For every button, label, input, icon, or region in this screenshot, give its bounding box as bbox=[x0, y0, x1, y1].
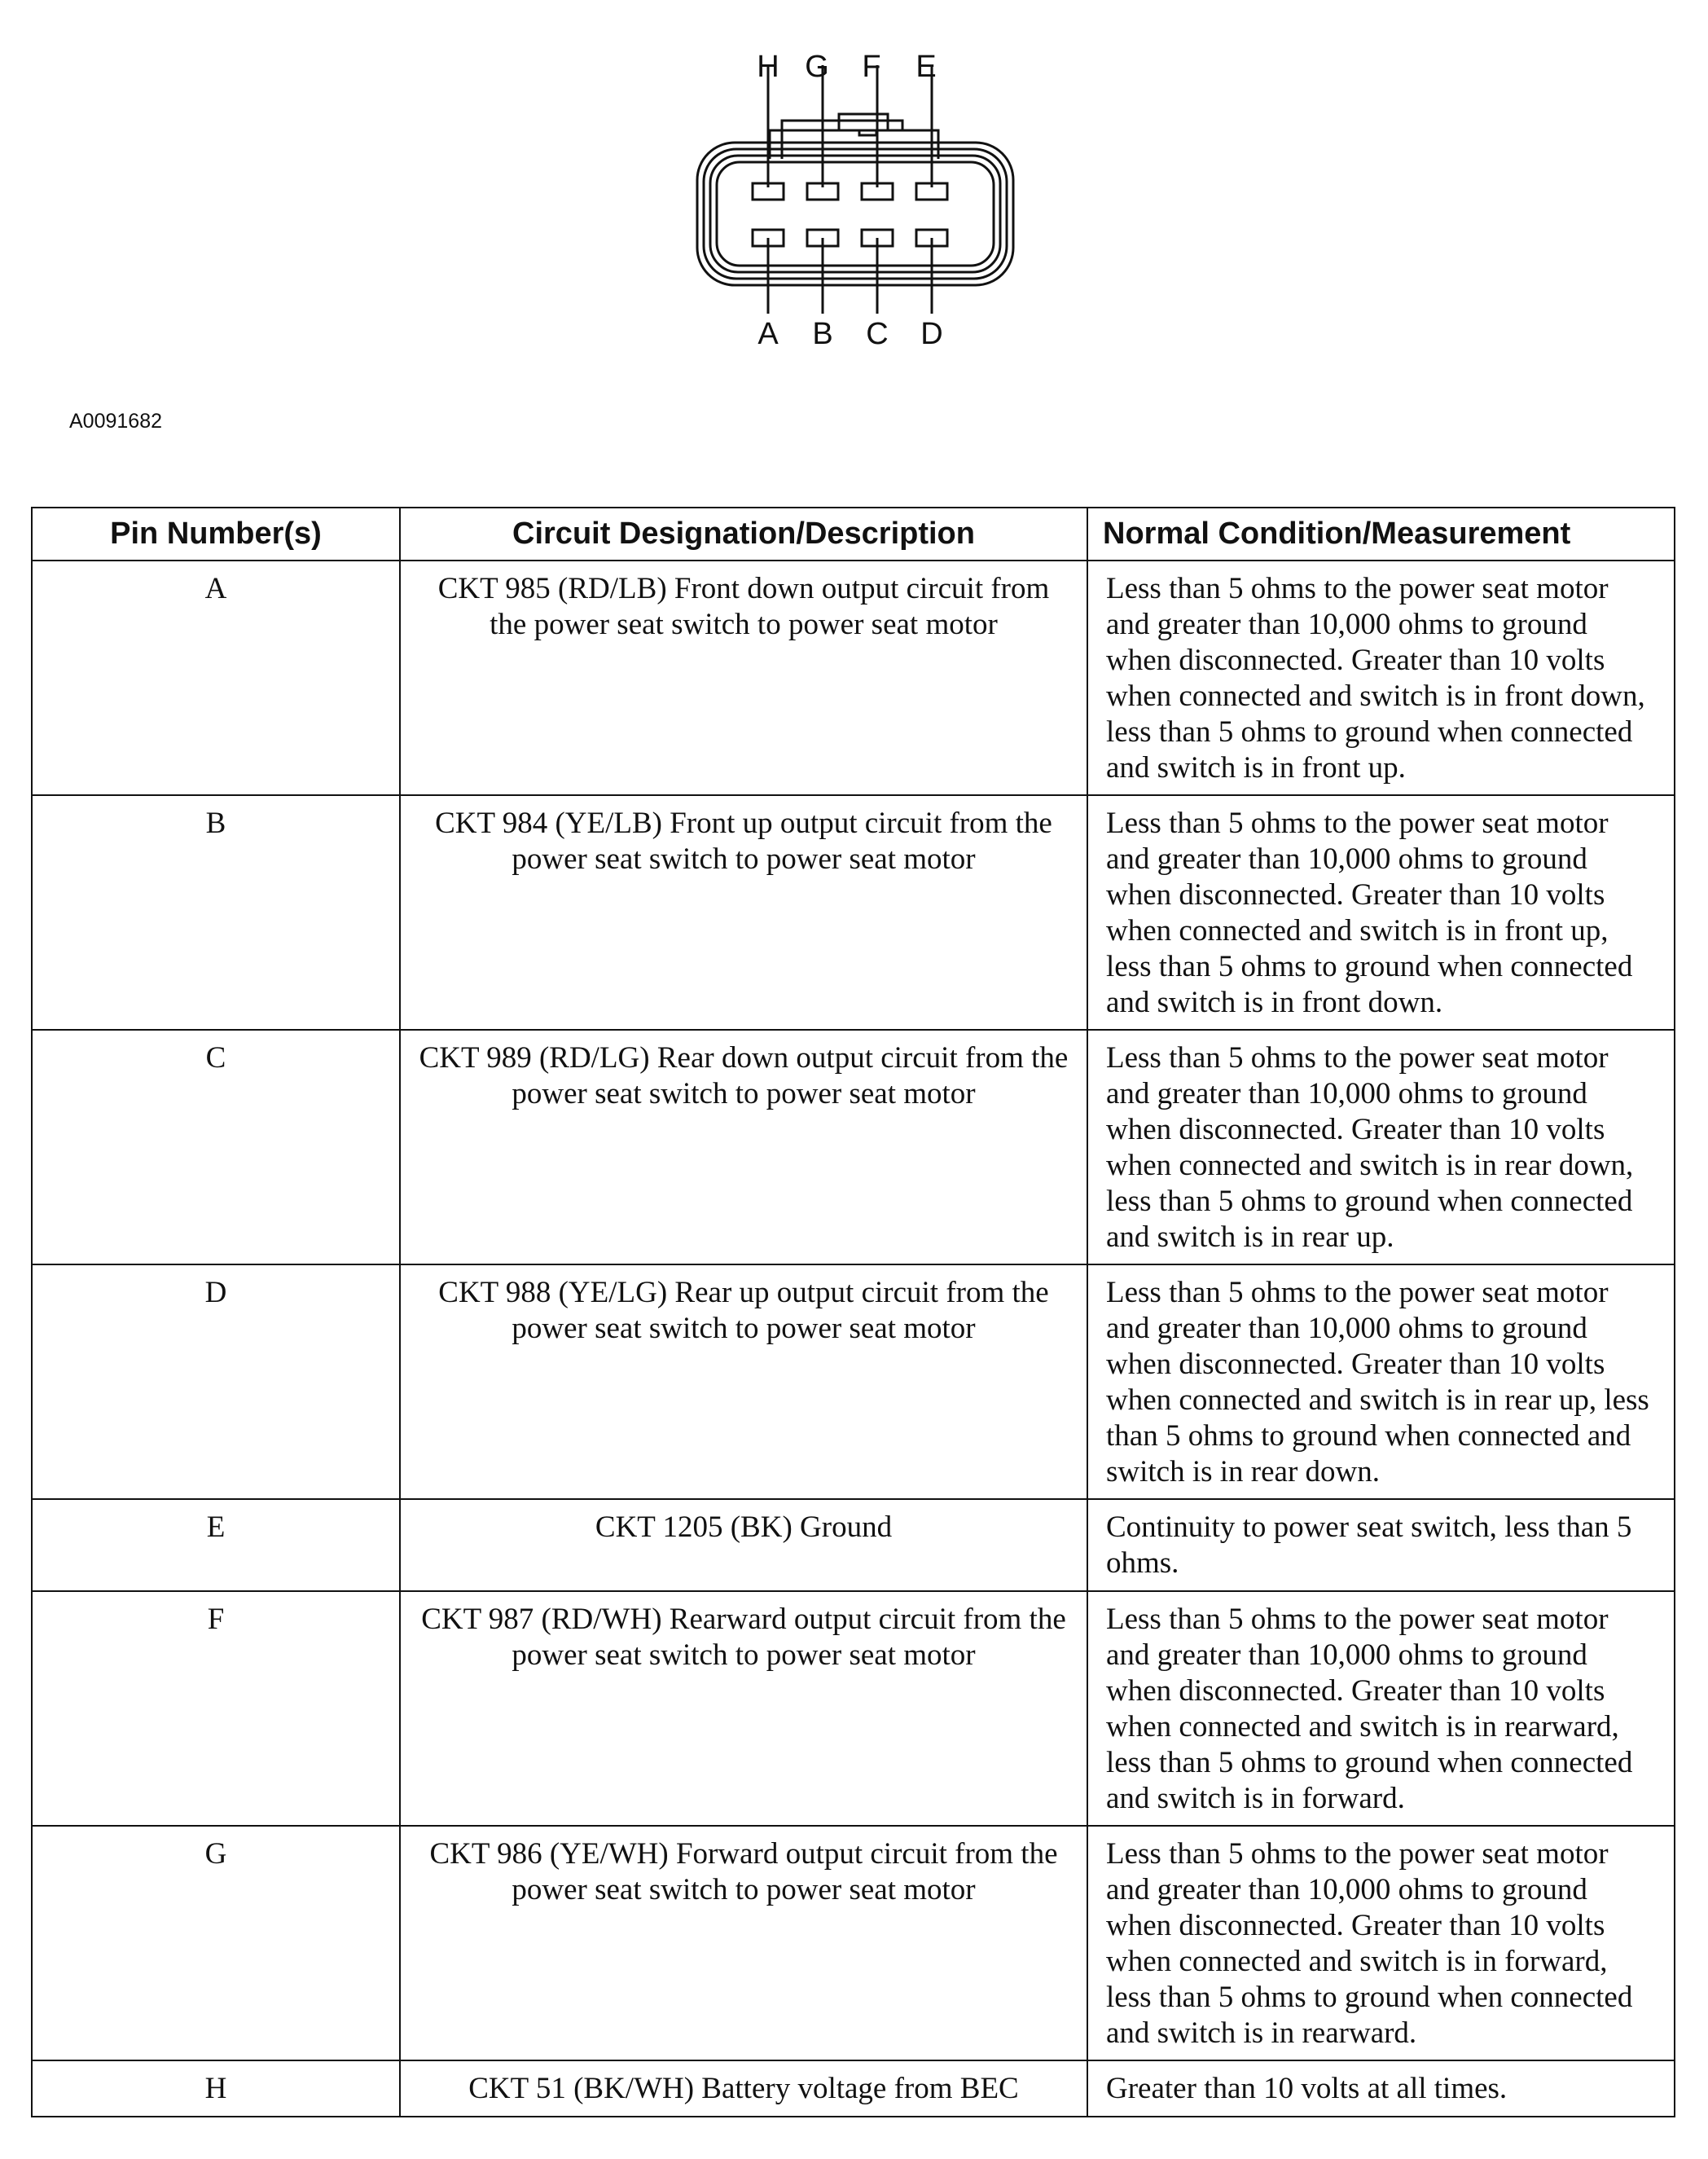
pin-cell: C bbox=[32, 1030, 400, 1264]
measurement-cell: Less than 5 ohms to the power seat motor and greater than 10,000 ohms to ground when disconnected. Greater than 10 volts when connected and switch is in forward, less than 5 ohms to ground when connected and switch is in rearward. bbox=[1087, 1826, 1675, 2060]
pin-label-c: C bbox=[866, 317, 889, 351]
pin-cell: A bbox=[32, 561, 400, 795]
header-normal-condition: Normal Condition/Measurement bbox=[1087, 508, 1675, 561]
header-pin-numbers: Pin Number(s) bbox=[32, 508, 400, 561]
pin-cell: D bbox=[32, 1264, 400, 1499]
lock-tab-step-mid bbox=[839, 114, 888, 130]
measurement-cell: Less than 5 ohms to the power seat motor and greater than 10,000 ohms to ground when disconnected. Greater than 10 volts when connected and switch is in front down, less than 5 ohms to ground when connected and switch is in front up. bbox=[1087, 561, 1675, 795]
pin-cell: B bbox=[32, 795, 400, 1030]
pin-label-e: E bbox=[915, 50, 937, 84]
measurement-cell: Less than 5 ohms to the power seat motor and greater than 10,000 ohms to ground when disconnected. Greater than 10 volts when connected and switch is in rear up, less than 5 ohms to ground when connected and switch is in rear down. bbox=[1087, 1264, 1675, 1499]
pin-label-a: A bbox=[757, 317, 779, 351]
table-header-row bbox=[32, 508, 1675, 561]
circuit-cell: CKT 988 (YE/LG) Rear up output circuit from the power seat switch to power seat motor bbox=[400, 1264, 1087, 1499]
connector-outline-ring-3 bbox=[710, 156, 1000, 272]
circuit-cell: CKT 51 (BK/WH) Battery voltage from BEC bbox=[400, 2060, 1087, 2117]
pin-label-b: B bbox=[812, 317, 833, 351]
measurement-cell: Greater than 10 volts at all times. bbox=[1087, 2060, 1675, 2117]
lock-tab-step-left bbox=[782, 121, 902, 159]
pin-cell: G bbox=[32, 1826, 400, 2060]
pin-label-f: F bbox=[862, 50, 881, 84]
circuit-cell: CKT 984 (YE/LB) Front up output circuit from the power seat switch to power seat motor bbox=[400, 795, 1087, 1030]
table-row bbox=[32, 1826, 1675, 2060]
pin-label-g: G bbox=[805, 50, 829, 84]
circuit-cell: CKT 986 (YE/WH) Forward output circuit from the power seat switch to power seat motor bbox=[400, 1826, 1087, 2060]
connector-diagram bbox=[684, 49, 1026, 367]
pin-cell: H bbox=[32, 2060, 400, 2117]
connector-outline-outer bbox=[697, 143, 1013, 285]
measurement-cell: Continuity to power seat switch, less than 5 ohms. bbox=[1087, 1499, 1675, 1591]
circuit-cell: CKT 987 (RD/WH) Rearward output circuit from the power seat switch to power seat motor bbox=[400, 1591, 1087, 1826]
pin-cell: F bbox=[32, 1591, 400, 1826]
table-row bbox=[32, 561, 1675, 795]
table-row bbox=[32, 795, 1675, 1030]
pin-spec-table bbox=[31, 507, 1675, 2117]
circuit-cell: CKT 985 (RD/LB) Front down output circuit from the power seat switch to power seat motor bbox=[400, 561, 1087, 795]
table-row bbox=[32, 1030, 1675, 1264]
measurement-cell: Less than 5 ohms to the power seat motor and greater than 10,000 ohms to ground when disconnected. Greater than 10 volts when connected and switch is in rearward, less than 5 ohms to ground when connected and switch is in forward. bbox=[1087, 1591, 1675, 1826]
pin-label-d: D bbox=[920, 317, 943, 351]
connector-face-drawing bbox=[684, 49, 1026, 367]
connector-outline-inner bbox=[717, 162, 994, 266]
header-circuit-designation: Circuit Designation/Description bbox=[400, 508, 1087, 561]
pin-cell: E bbox=[32, 1499, 400, 1591]
table-row bbox=[32, 2060, 1675, 2117]
table-row bbox=[32, 1591, 1675, 1826]
connector-outline-ring-2 bbox=[704, 149, 1007, 279]
figure-id: A0091682 bbox=[69, 410, 163, 433]
pin-label-h: H bbox=[757, 50, 779, 84]
measurement-cell: Less than 5 ohms to the power seat motor and greater than 10,000 ohms to ground when disconnected. Greater than 10 volts when connected and switch is in front up, less than 5 ohms to ground when connected and switch is in front down. bbox=[1087, 795, 1675, 1030]
circuit-cell: CKT 989 (RD/LG) Rear down output circuit from the power seat switch to power seat motor bbox=[400, 1030, 1087, 1264]
circuit-cell: CKT 1205 (BK) Ground bbox=[400, 1499, 1087, 1591]
table-row bbox=[32, 1499, 1675, 1591]
measurement-cell: Less than 5 ohms to the power seat motor and greater than 10,000 ohms to ground when disconnected. Greater than 10 volts when connected and switch is in rear down, less than 5 ohms to ground when connected and switch is in rear up. bbox=[1087, 1030, 1675, 1264]
table-row bbox=[32, 1264, 1675, 1499]
